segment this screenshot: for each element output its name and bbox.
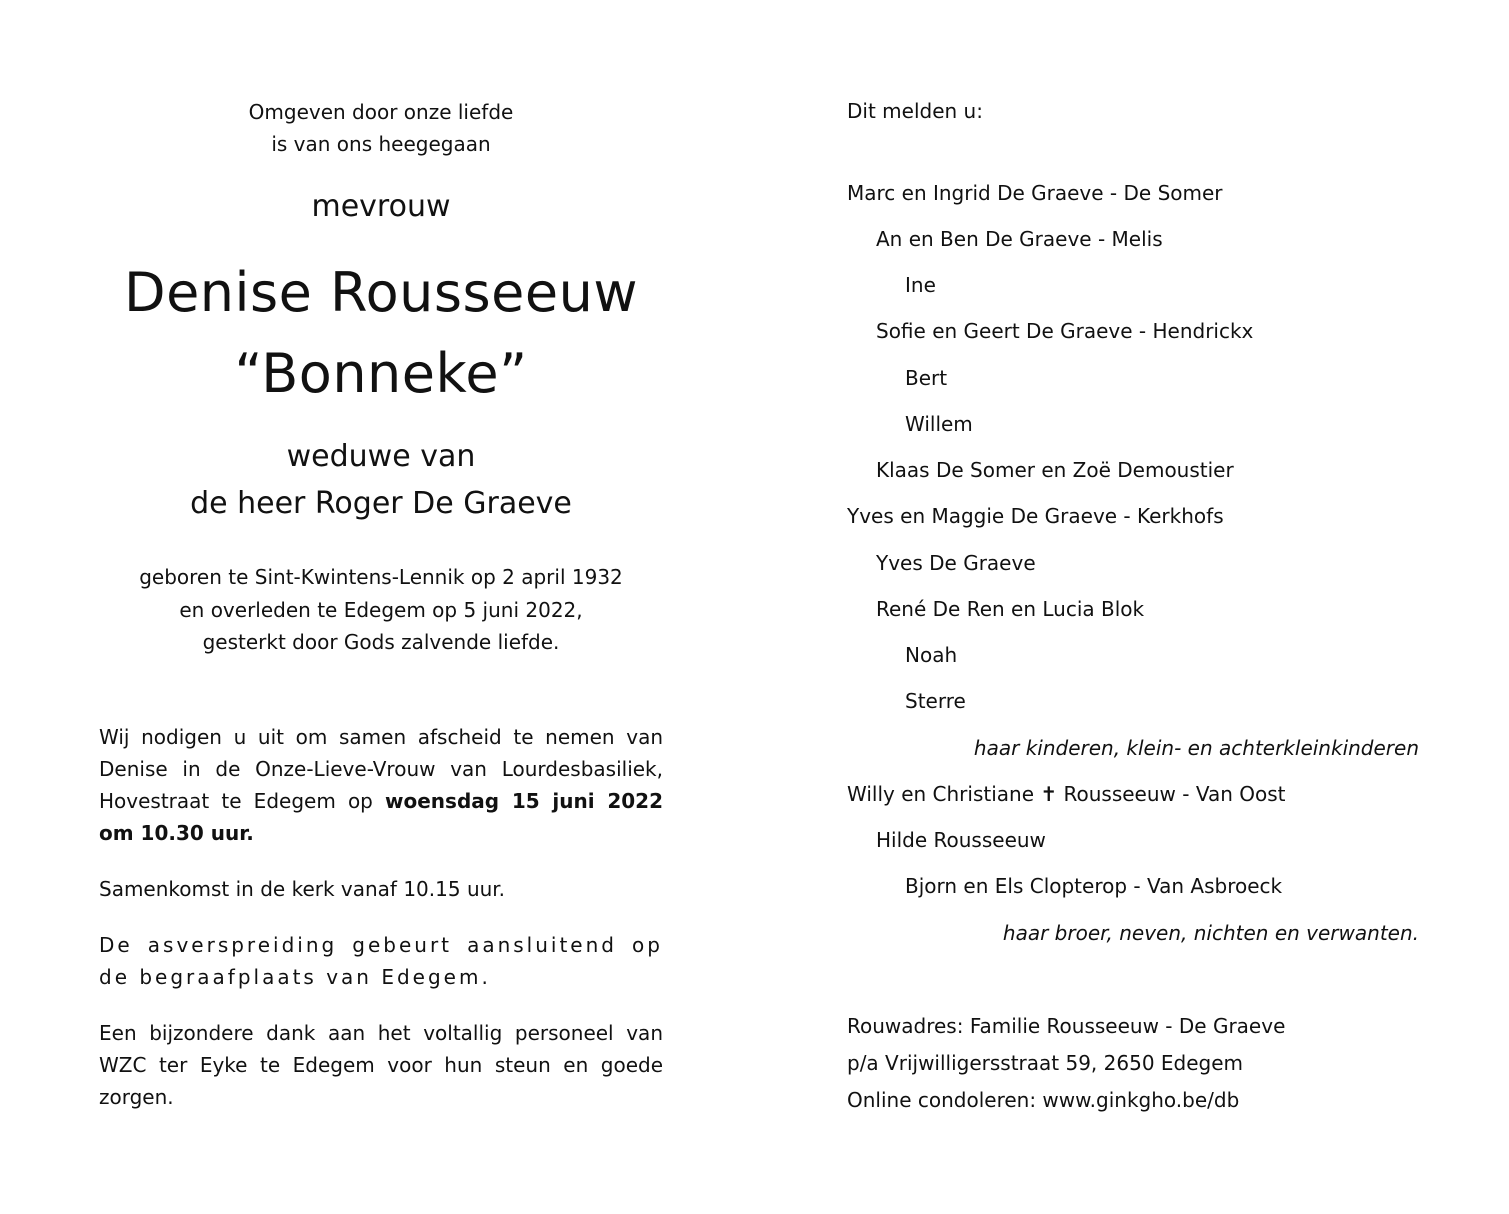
deceased-name: Denise Rousseeuw (123, 261, 638, 324)
ceremony-datetime: woensdag 15 juni 2022 om 10.30 uur. (99, 789, 663, 845)
invitation-text: Wij nodigen u uit om samen afscheid te nemen van Denise in de Onze-Lieve-Vrouw van Lourdesbasiliek, Hovestraat te Edegem op (99, 725, 663, 813)
family-line: Klaas De Somer en Zoë Demoustier (876, 458, 1234, 482)
gathering-paragraph: Samenkomst in de kerk vanaf 10.15 uur. (99, 877, 506, 901)
family-line: Yves en Maggie De Graeve - Kerkhofs (847, 504, 1224, 528)
intro-line-1: Omgeven door onze liefde (248, 100, 514, 124)
intro-line-2: is van ons heegegaan (271, 132, 491, 156)
announcement-heading: Dit melden u: (847, 99, 983, 123)
family-line: Bjorn en Els Clopterop - Van Asbroeck (905, 874, 1283, 898)
family-line: Sofie en Geert De Graeve - Hendrickx (876, 319, 1254, 343)
birth-line-1: geboren te Sint-Kwintens-Lennik op 2 april 1932 (139, 565, 623, 589)
ashes-paragraph: De asverspreiding gebeurt aansluitend op de begraafplaats van Edegem. (99, 933, 663, 989)
invitation-paragraph (99, 721, 663, 849)
family-line: Yves De Graeve (876, 551, 1036, 575)
family-line: Marc en Ingrid De Graeve - De Somer (847, 181, 1223, 205)
brother-prefix: Willy en Christiane (847, 782, 1035, 806)
family-line: Hilde Rousseeuw (876, 828, 1046, 852)
family-line: An en Ben De Graeve - Melis (876, 227, 1163, 251)
family-line: Bert (905, 366, 948, 390)
deceased-nickname: “Bonneke” (234, 342, 528, 405)
widow-line-2: de heer Roger De Graeve (190, 486, 572, 521)
family-line: René De Ren en Lucia Blok (876, 597, 1145, 621)
address-line-1: Rouwadres: Familie Rousseeuw - De Graeve (847, 1014, 1286, 1038)
brother-line (847, 780, 1285, 808)
family-line: Ine (905, 273, 936, 297)
family-line: Noah (905, 643, 958, 667)
cross-icon: ✝ (1040, 782, 1058, 806)
widow-line-1: weduwe van (286, 439, 476, 474)
brother-suffix: Rousseeuw - Van Oost (1063, 782, 1286, 806)
family-line: Willem (905, 412, 973, 436)
thanks-paragraph: Een bijzondere dank aan het voltallig personeel van WZC ter Eyke te Edegem voor hun steun en goede zorgen. (99, 1021, 663, 1109)
address-line-2: p/a Vrijwilligersstraat 59, 2650 Edegem (847, 1051, 1244, 1075)
birth-line-3: gesterkt door Gods zalvende liefde. (202, 630, 560, 654)
family-line: Sterre (905, 689, 966, 713)
condolence-link[interactable]: Online condoleren: www.ginkgho.be/db (847, 1088, 1240, 1112)
birth-line-2: en overleden te Edegem op 5 juni 2022, (179, 598, 583, 622)
closing-line-children: haar kinderen, klein- en achterkleinkinderen (973, 736, 1419, 760)
closing-line-relatives: haar broer, neven, nichten en verwanten. (1002, 921, 1419, 945)
title-word: mevrouw (311, 189, 451, 224)
